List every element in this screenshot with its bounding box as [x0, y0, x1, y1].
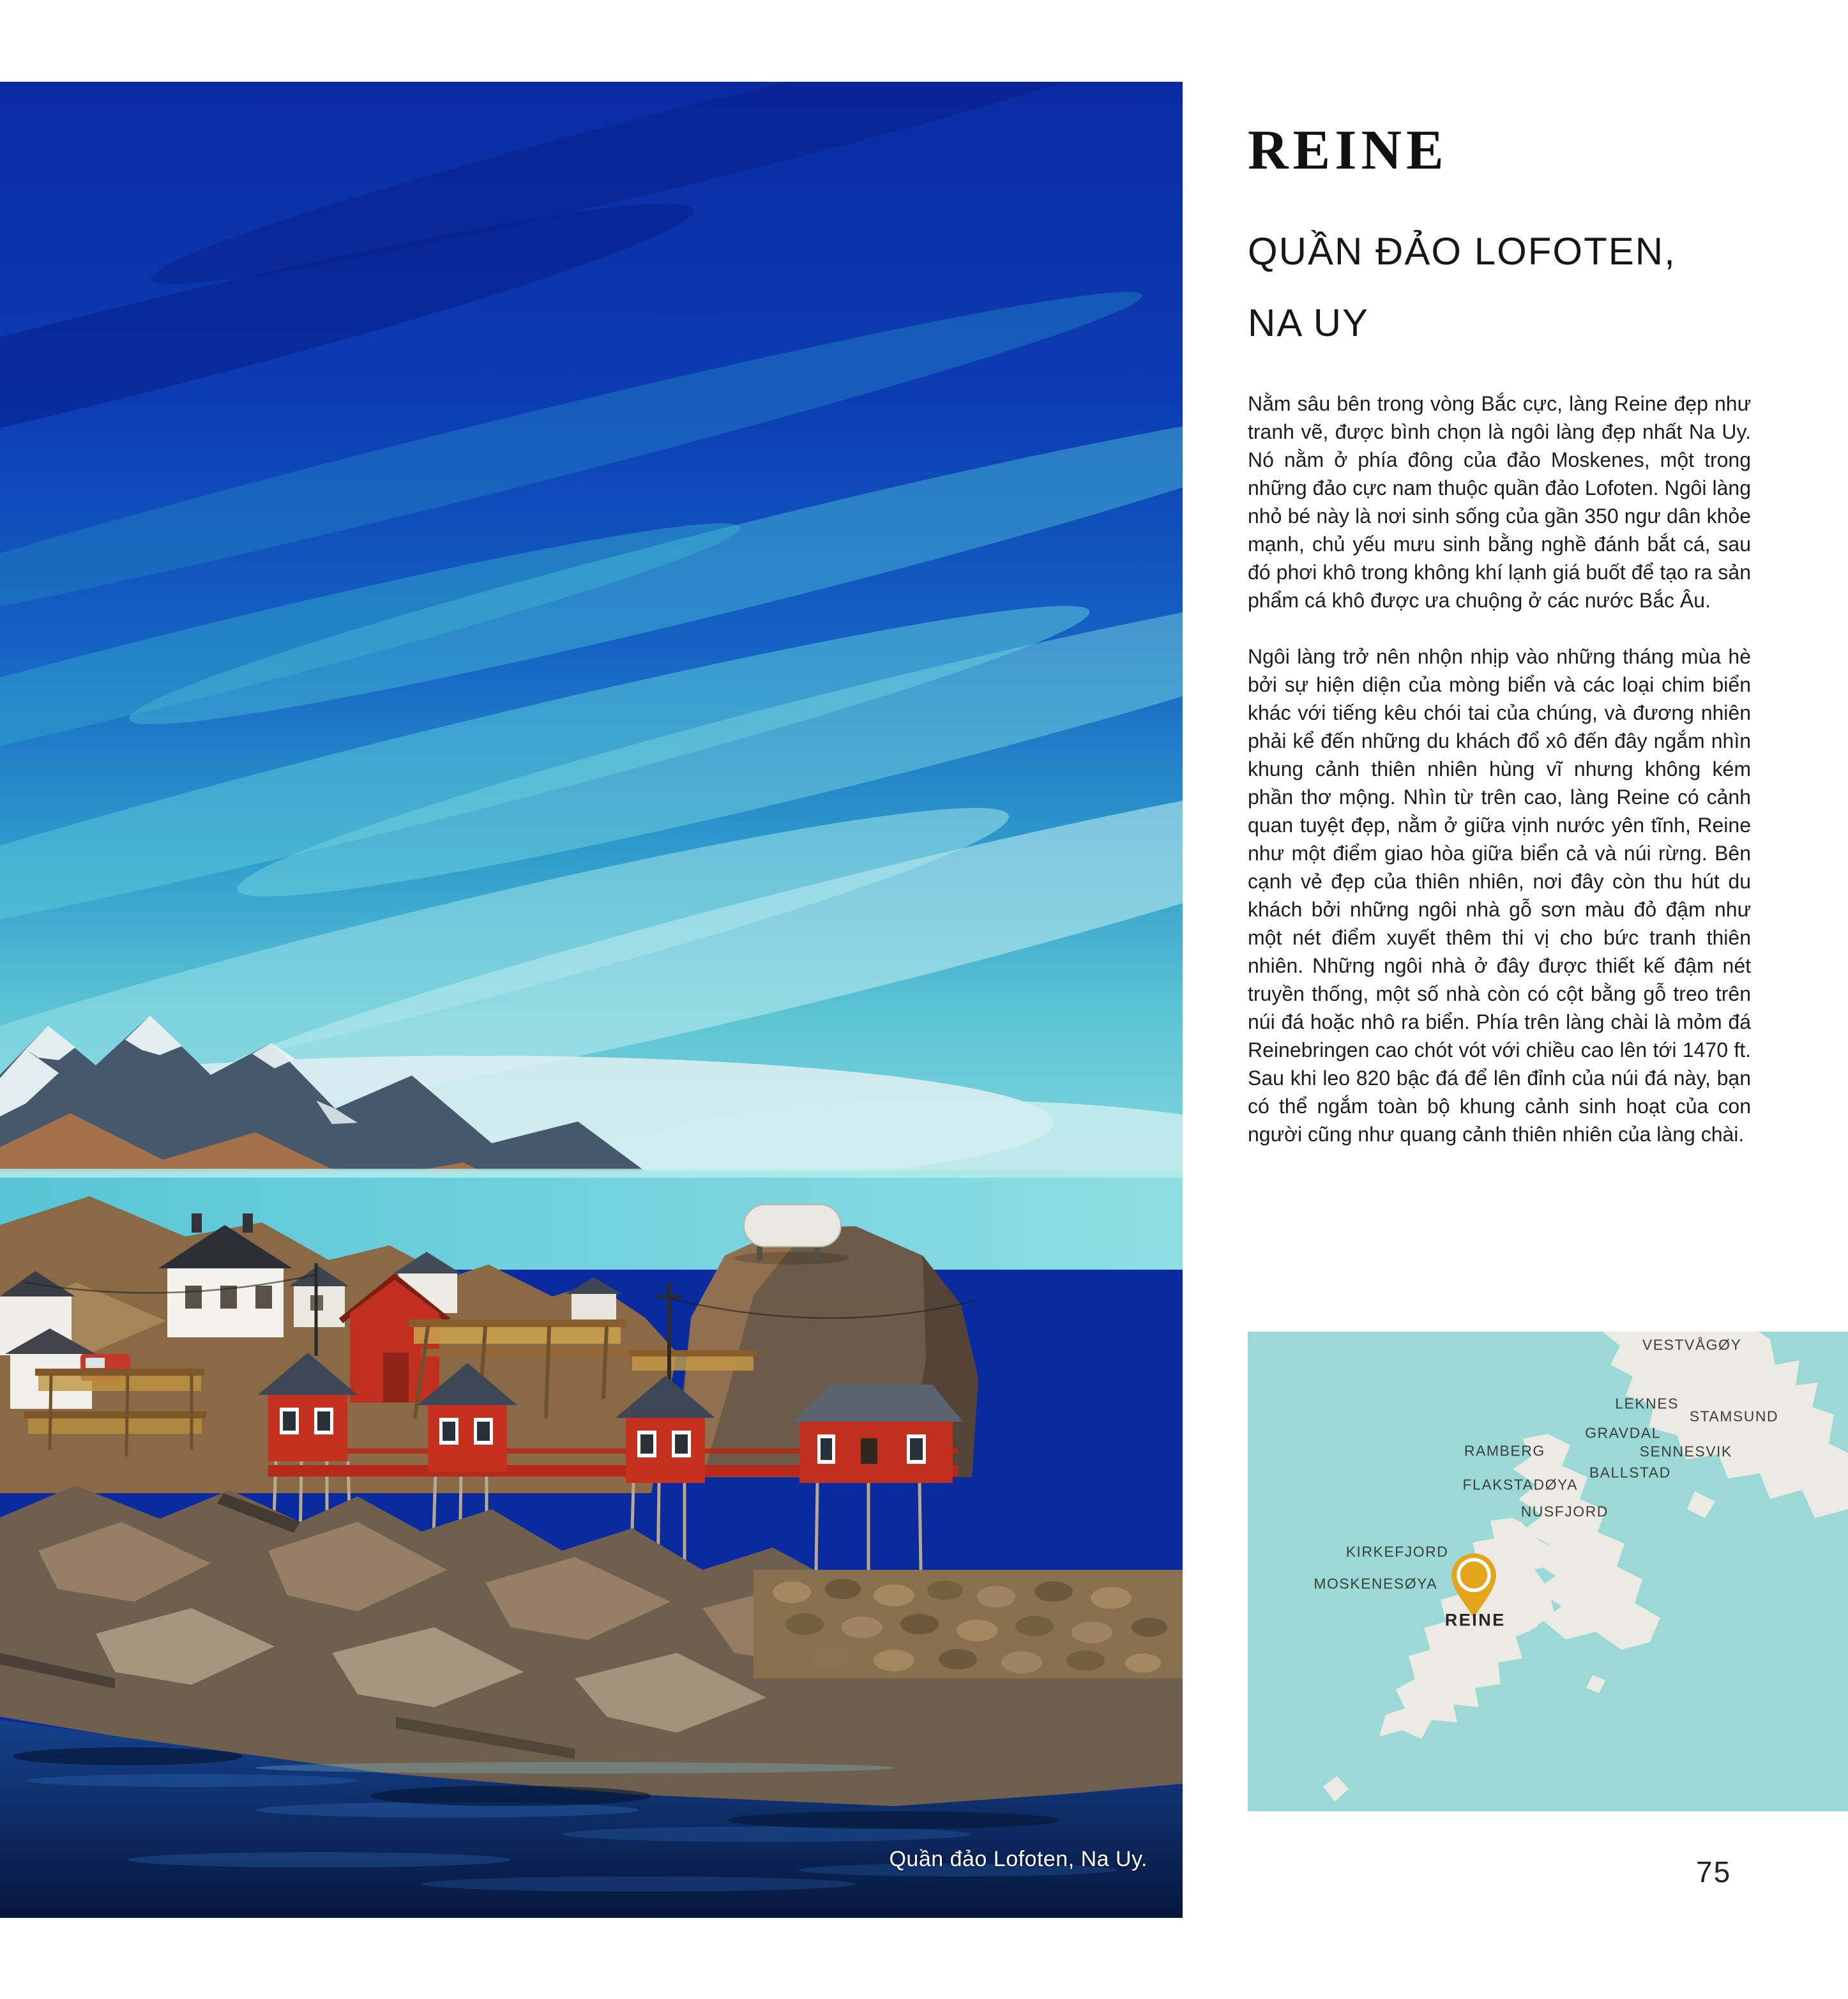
map-label-nusfjord: NUSFJORD: [1520, 1503, 1609, 1520]
subtitle-line-2: NA UY: [1248, 301, 1370, 344]
map-label-sennesvik: SENNESVIK: [1639, 1443, 1732, 1460]
map-label-flakstad-ya: FLAKSTADØYA: [1462, 1476, 1579, 1493]
map-land-shapes: [1248, 1332, 1848, 1811]
map-label-vestv-g-y: VESTVÅGØY: [1642, 1336, 1742, 1353]
page-subtitle: [1248, 216, 1751, 359]
map-label-kirkefjord: KIRKEFJORD: [1345, 1543, 1449, 1560]
photo-caption: Quần đảo Lofoten, Na Uy.: [889, 1847, 1147, 1871]
cabin-4: [792, 1385, 963, 1483]
map-label-ballstad: BALLSTAD: [1589, 1464, 1671, 1481]
page-title: REINE: [1248, 119, 1448, 181]
map-label-ramberg: RAMBERG: [1464, 1442, 1545, 1459]
article-column: [1248, 119, 1751, 1148]
lofoten-map: [1248, 1332, 1848, 1811]
lofoten-photo: [0, 82, 1183, 1918]
subtitle-line-1: QUẦN ĐẢO LOFOTEN,: [1248, 230, 1676, 273]
map-label-leknes: LEKNES: [1615, 1395, 1679, 1412]
photo-illustration: [0, 82, 1183, 1918]
page-number: 75: [1696, 1855, 1732, 1889]
map-label-reine: REINE: [1444, 1610, 1506, 1630]
fuel-tank: [734, 1205, 849, 1265]
stone-wall: [754, 1570, 1183, 1678]
body-paragraph-1: Nằm sâu bên trong vòng Bắc cực, làng Reine đẹp như tranh vẽ, được bình chọn là ngôi làng đẹp nhất Na Uy. Nó nằm ở phía đông của đảo Moskenes, một trong những đảo cực nam thuộc quần đảo Lofoten. Ngôi làng nhỏ bé này là nơi sinh sống của gần 350 ngư dân khỏe mạnh, chủ yếu mưu sinh bằng nghề đánh bắt cá, sau đó phơi khô trong không khí lạnh giá buốt để tạo ra sản phẩm cá khô được ưa chuộng ở các nước Bắc Âu.: [1248, 392, 1751, 612]
map-label-gravdal: GRAVDAL: [1585, 1424, 1661, 1441]
map-label-stamsund: STAMSUND: [1689, 1408, 1779, 1425]
article-body: [1248, 390, 1751, 1148]
body-paragraph-2: Ngôi làng trở nên nhộn nhịp vào những tháng mùa hè bởi sự hiện diện của mòng biển và các loại chim biển khác với tiếng kêu chói tai của chúng, và đương nhiên phải kể đến những du khách đổ xô đến đây ngắm nhìn khung cảnh thiên nhiên hùng vĩ nhưng không kém phần thơ mộng. Nhìn từ trên cao, làng Reine có cảnh quan tuyệt đẹp, nằm ở giữa vịnh nước yên tĩnh, Reine như một điểm giao hòa giữa biển cả và núi rừng. Bên cạnh vẻ đẹp của thiên nhiên, nơi đây còn thu hút du khách bởi những ngôi nhà gỗ sơn màu đỏ đậm như một nét điểm xuyết thêm thi vị cho bức tranh thiên nhiên. Những ngôi nhà ở đây được thiết kế đậm nét truyền thống, một số nhà còn có cột bằng gỗ treo trên núi đá hoặc nhô ra biển. Phía trên làng chài là mỏm đá Reinebringen cao chót vót với chiều cao lên tới 1470 ft. Sau khi leo 820 bậc đá để lên đỉnh của núi đá này, bạn có thể ngắm toàn bộ khung cảnh sinh hoạt của con người cũng như quang cảnh thiên nhiên của làng chài.: [1248, 645, 1751, 1146]
map-label-moskenes-ya: MOSKENESØYA: [1314, 1575, 1438, 1592]
